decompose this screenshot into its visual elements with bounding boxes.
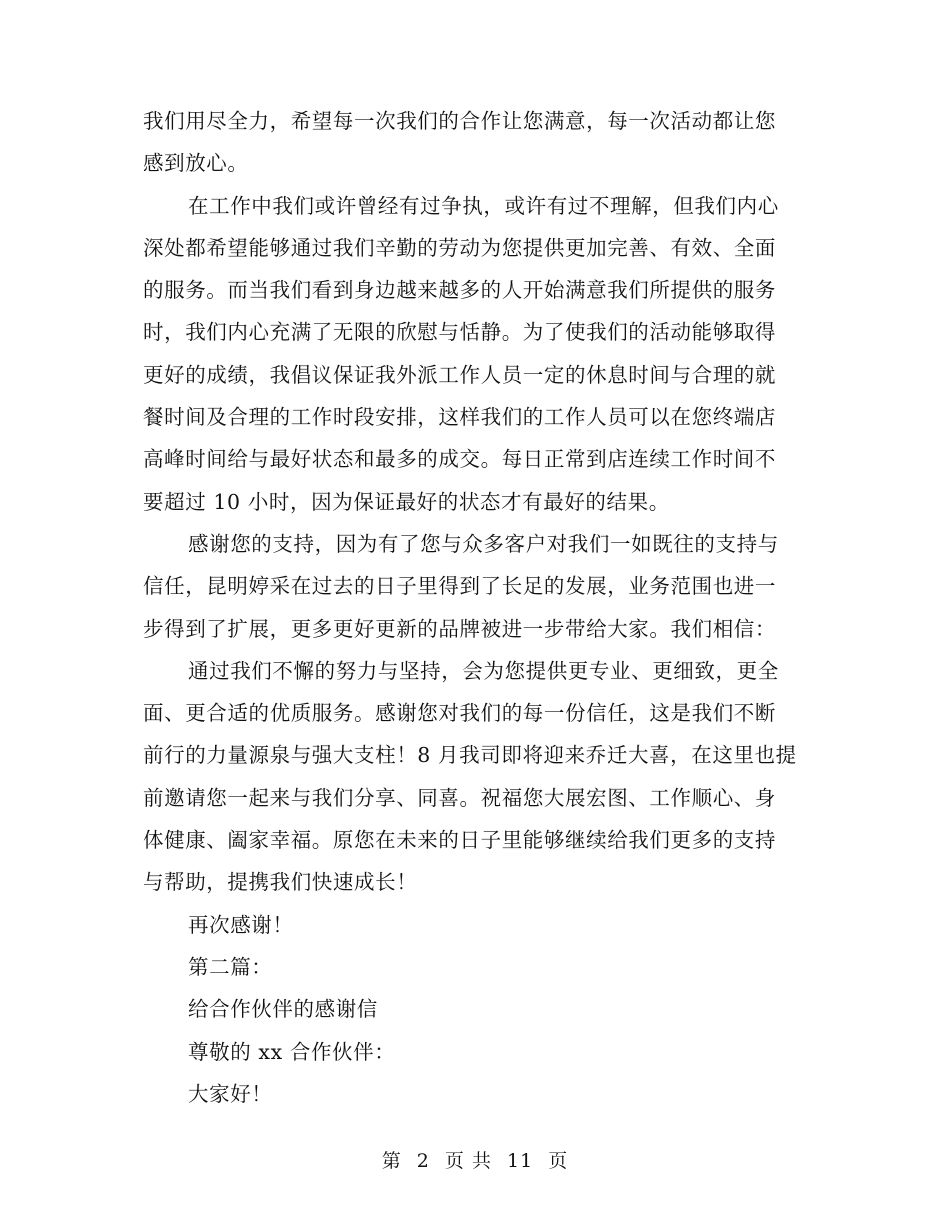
footer-middle: 页 共 (444, 1150, 492, 1172)
text-line: 面、更合适的优质服务。感谢您对我们的每一份信任，这是我们不断 (143, 701, 776, 726)
page-footer (0, 1146, 950, 1173)
paragraph (143, 523, 808, 650)
section-heading: 第二篇： (188, 954, 273, 979)
salutation: 尊敬的 xx 合作伙伴： (188, 1039, 396, 1064)
text-line: 感到放心。 (143, 151, 249, 176)
page-total: 11 (507, 1150, 534, 1172)
document-body (143, 100, 808, 1115)
text-line: 时，我们内心充满了无限的欣慰与恬静。为了使我们的活动能够取得 (143, 320, 776, 345)
text-line: 深处都希望能够通过我们辛勤的劳动为您提供更加完善、有效、全面 (143, 235, 776, 260)
text-line: 在工作中我们或许曾经有过争执，或许有过不理解，但我们内心 (188, 193, 779, 218)
text-line: 前行的力量源泉与强大支柱！8 月我司即将迎来乔迁大喜，在这里也提 (143, 743, 797, 768)
text-line: 餐时间及合理的工作时段安排，这样我们的工作人员可以在您终端店 (143, 405, 776, 430)
text-line: 与帮助，提携我们快速成长！ (143, 870, 418, 895)
text-line: 再次感谢！ (188, 912, 294, 937)
paragraph (143, 100, 808, 185)
text-line: 前邀请您一起来与我们分享、同喜。祝福您大展宏图、工作顺心、身 (143, 785, 776, 810)
paragraph (143, 650, 808, 904)
page-number: 2 (416, 1150, 430, 1172)
text-line: 更好的成绩，我倡议保证我外派工作人员一定的休息时间与合理的就 (143, 362, 776, 387)
letter-title: 给合作伙伴的感谢信 (188, 997, 378, 1022)
text-line: 体健康、阖家幸福。原您在未来的日子里能够继续给我们更多的支持 (143, 828, 776, 853)
text-line: 信任，昆明婷采在过去的日子里得到了长足的发展，业务范围也进一 (143, 574, 776, 599)
footer-prefix: 第 (381, 1150, 402, 1172)
footer-suffix: 页 (548, 1150, 569, 1172)
text-line: 感谢您的支持，因为有了您与众多客户对我们一如既往的支持与 (188, 531, 779, 556)
text-line: 要超过 10 小时，因为保证最好的状态才有最好的结果。 (143, 489, 670, 514)
text-line: 我们用尽全力，希望每一次我们的合作让您满意，每一次活动都让您 (143, 109, 776, 133)
paragraph (143, 946, 808, 988)
paragraph (143, 1031, 808, 1073)
paragraph (143, 904, 808, 946)
paragraph (143, 1073, 808, 1115)
greeting: 大家好！ (188, 1081, 273, 1106)
text-line: 高峰时间给与最好状态和最多的成交。每日正常到店连续工作时间不 (143, 447, 776, 472)
text-line: 的服务。而当我们看到身边越来越多的人开始满意我们所提供的服务 (143, 278, 776, 303)
text-line: 步得到了扩展，更多更好更新的品牌被进一步带给大家。我们相信： (143, 616, 776, 641)
paragraph (143, 988, 808, 1030)
paragraph (143, 185, 808, 523)
text-line: 通过我们不懈的努力与坚持，会为您提供更专业、更细致，更全 (188, 658, 779, 683)
